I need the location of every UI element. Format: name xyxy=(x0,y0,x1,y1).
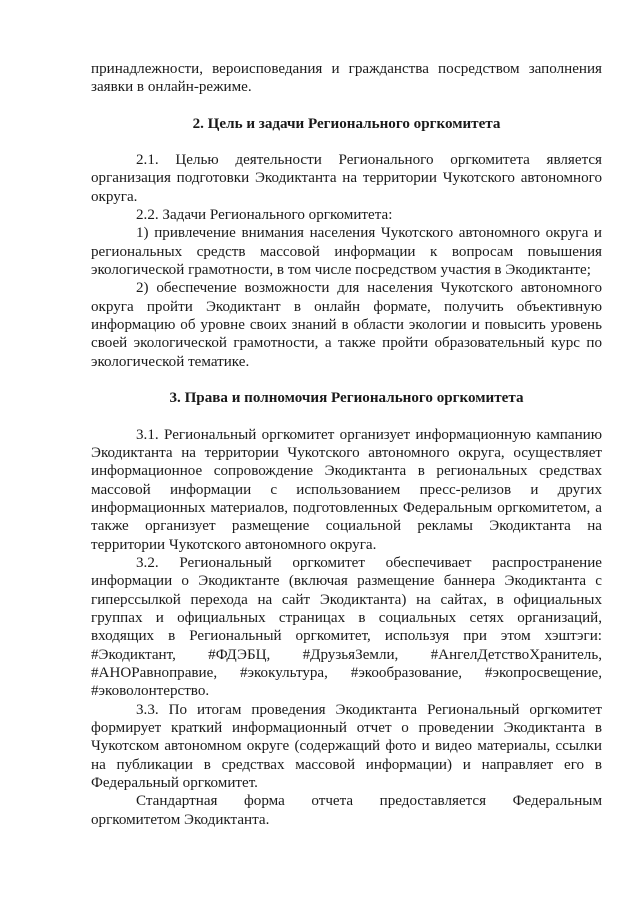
task-item-1: 1) привлечение внимания населения Чукотского автономного округа и региональных средств массовой информации к вопросам повышения экологической грамотности, в том числе посредством участия в Экодиктанте; xyxy=(91,225,602,279)
paragraph-3-3: 3.3. По итогам проведения Экодиктанта Региональный оргкомитет формирует краткий информационный отчет о проведении Экодиктанта в Чукотском автономном округе (содержащий фото и видео материалы, ссылки на публикации в средствах массовой информации) и направляет его в Федеральный оргкомитет. xyxy=(91,701,602,792)
intro-continuation: принадлежности, вероисповедания и гражданства посредством заполнения заявки в онлайн-режиме. xyxy=(91,61,602,96)
paragraph-3-1: 3.1. Региональный оргкомитет организует информационную кампанию Экодиктанта на территории Чукотского автономного округа, осуществляет информационное сопровождение Экодиктанта в региональных средствах массовой информации с использованием пресс-релизов и других информационных материалов, подготовленных Федеральным оргкомитетом, а также организует размещение социальной рекламы Экодиктанта на территории Чукотского автономного округа. xyxy=(91,426,602,553)
paragraph-2-1: 2.1. Целью деятельности Регионального оргкомитета является организация подготовки Экодиктанта на территории Чукотского автономного округа. xyxy=(91,152,602,205)
paragraph-2-2: 2.2. Задачи Регионального оргкомитета: xyxy=(136,207,393,224)
paragraph-3-3-form: Стандартная форма отчета предоставляется Федеральным оргкомитетом Экодиктанта. xyxy=(91,793,602,828)
task-item-2: 2) обеспечение возможности для населения Чукотского автономного округа пройти Экодиктант в онлайн формате, получить объективную информацию об уровне своих знаний в области экологии и повысить уровень своей экологической грамотности, а также пройти образовательный курс по экологической тематике. xyxy=(91,280,602,370)
section-2-heading: 2. Цель и задачи Регионального оргкомитета xyxy=(192,115,501,132)
section-3-heading: 3. Права и полномочия Регионального оргкомитета xyxy=(169,390,524,407)
document-page xyxy=(91,60,602,829)
paragraph-3-2: 3.2. Региональный оргкомитет обеспечивает распространение информации о Экодиктанте (включая размещение баннера Экодиктанта с гиперссылкой перехода на сайт Экодиктанта) на сайтах, в официальных группах и официальных страницах в социальных сетях организаций, входящих в Региональный оргкомитет, используя при этом хэштэги: #Экодиктант, #ФДЭБЦ, #ДрузьяЗемли, #АнгелДетствоХранитель, #АНОРавноправие, #экокультура, #экообразование, #экопросвещение, #эковолонтерство. xyxy=(91,554,602,700)
